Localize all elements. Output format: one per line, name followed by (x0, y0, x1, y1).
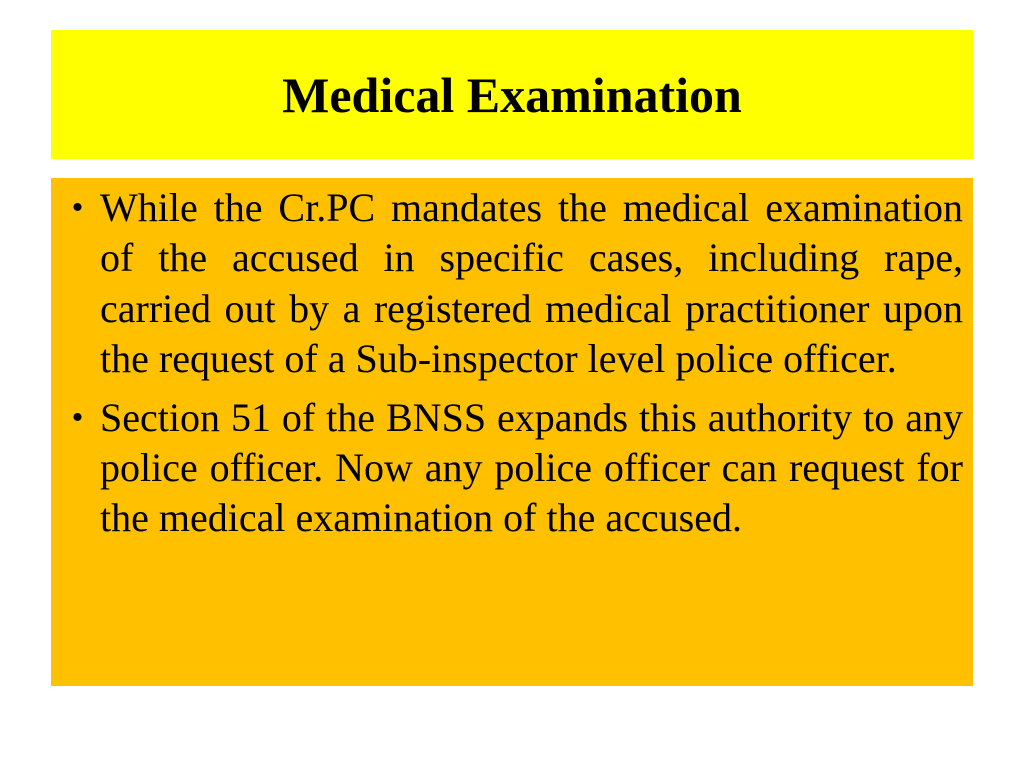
bullet-item-crpc (55, 183, 963, 385)
slide-title: Medical Examination (282, 66, 742, 123)
bullet-dot-icon: • (72, 400, 83, 434)
title-banner (51, 30, 973, 159)
bullet-text: While the Cr.PC mandates the medical examination of the accused in specific cases, including rape, carried out by a registered medical practitioner upon the request of a Sub-inspector level police officer. (100, 185, 963, 382)
bullet-item-bnss (55, 393, 963, 544)
bullet-list (55, 183, 963, 544)
bullet-text: Section 51 of the BNSS expands this authority to any police officer. Now any police officer can request for the medical examination of the accused. (100, 394, 963, 541)
bullet-dot-icon: • (72, 191, 83, 224)
content-panel (51, 178, 973, 686)
